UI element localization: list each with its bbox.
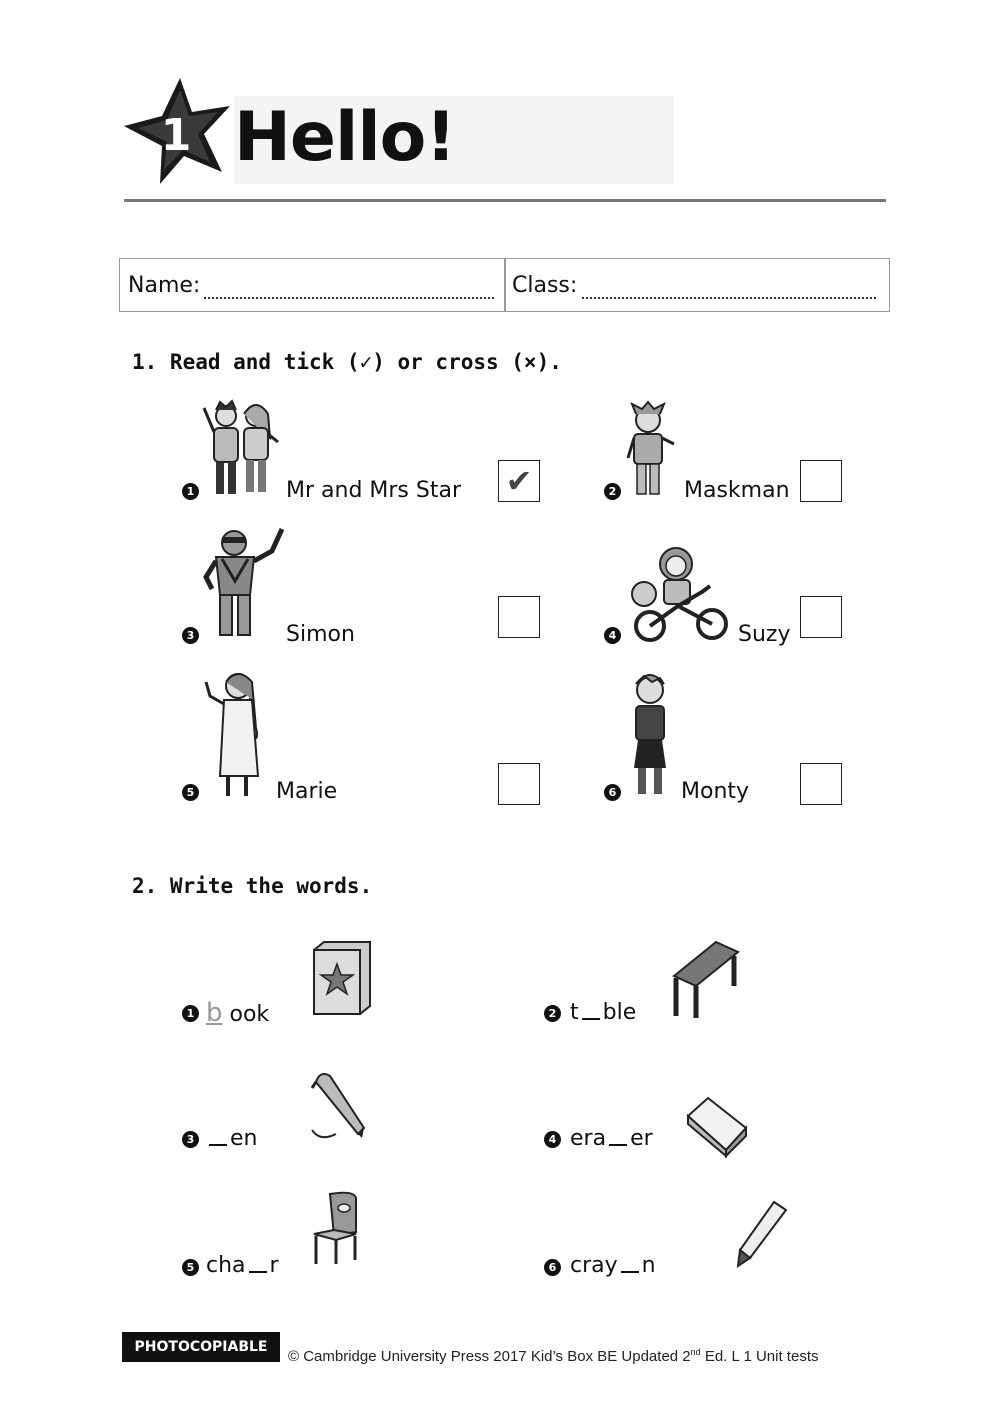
copyright-text-end: Ed. L 1 Unit tests xyxy=(700,1348,819,1365)
answer-box-3[interactable] xyxy=(498,596,540,638)
chair-icon xyxy=(310,1190,362,1266)
mr-and-mrs-star-illustration xyxy=(200,398,282,500)
tick-mark xyxy=(499,597,539,637)
table-icon xyxy=(668,938,740,1020)
item-number: 4 xyxy=(604,627,621,644)
item-number: 6 xyxy=(604,784,621,801)
header-divider xyxy=(124,199,886,202)
page-title-area xyxy=(234,96,674,184)
copyright-notice xyxy=(288,1347,819,1365)
tick-mark: ✔ xyxy=(505,462,533,500)
name-field[interactable] xyxy=(204,297,494,299)
page-title: Hello! xyxy=(234,98,456,177)
answer-box-1[interactable] xyxy=(498,460,540,502)
answer-box-2[interactable] xyxy=(800,460,842,502)
answer-box-5[interactable] xyxy=(498,763,540,805)
simon-superhero-illustration xyxy=(198,525,288,643)
word-ending: ble xyxy=(602,1000,637,1025)
item-number: 3 xyxy=(182,627,199,644)
name-label: Name: xyxy=(128,273,201,298)
letter-gap[interactable] xyxy=(249,1271,267,1273)
pen-icon xyxy=(306,1068,370,1142)
letter-gap[interactable] xyxy=(609,1144,627,1146)
tick-mark xyxy=(499,764,539,804)
answer-box-6[interactable] xyxy=(800,763,842,805)
word-table[interactable] xyxy=(570,1000,636,1025)
word-eraser[interactable] xyxy=(570,1126,653,1151)
item-number: 1 xyxy=(182,1005,199,1022)
word-start: cha xyxy=(206,1253,246,1278)
item-number: 5 xyxy=(182,784,199,801)
word-ending: r xyxy=(269,1253,279,1278)
item-label: Mr and Mrs Star xyxy=(286,478,462,503)
exercise-2-heading: 2. Write the words. xyxy=(132,874,373,898)
student-info-divider xyxy=(504,259,506,311)
item-label: Suzy xyxy=(738,622,791,647)
item-number: 6 xyxy=(544,1259,561,1276)
item-number: 3 xyxy=(182,1131,199,1148)
tick-mark xyxy=(801,597,841,637)
crayon-icon xyxy=(734,1198,792,1270)
tick-mark xyxy=(801,461,841,501)
word-chair[interactable] xyxy=(206,1253,279,1278)
eraser-icon xyxy=(684,1094,750,1160)
suzy-bike-illustration xyxy=(626,542,734,644)
unit-star-icon xyxy=(122,76,232,186)
class-label: Class: xyxy=(512,273,578,298)
book-icon xyxy=(310,940,372,1016)
letter-gap[interactable] xyxy=(582,1018,600,1020)
word-ending: er xyxy=(630,1126,653,1151)
word-ending: n xyxy=(641,1253,656,1278)
item-label: Monty xyxy=(681,779,750,804)
item-number: 2 xyxy=(544,1005,561,1022)
marie-illustration xyxy=(200,668,274,802)
letter-gap[interactable] xyxy=(621,1271,639,1273)
word-ending: ook xyxy=(229,1002,270,1027)
item-number: 1 xyxy=(182,483,199,500)
item-number: 2 xyxy=(604,483,621,500)
sample-letter: b xyxy=(206,998,223,1028)
item-number: 5 xyxy=(182,1259,199,1276)
answer-box-4[interactable] xyxy=(800,596,842,638)
letter-gap[interactable] xyxy=(209,1144,227,1146)
word-crayon[interactable] xyxy=(570,1253,656,1278)
word-start: t xyxy=(570,1000,579,1025)
student-info-box xyxy=(119,258,890,312)
monty-illustration xyxy=(622,670,678,802)
tick-mark xyxy=(801,764,841,804)
item-number: 4 xyxy=(544,1131,561,1148)
word-book[interactable] xyxy=(206,998,269,1028)
item-label: Marie xyxy=(276,779,338,804)
word-start: era xyxy=(570,1126,607,1151)
photocopiable-badge: PHOTOCOPIABLE xyxy=(122,1332,280,1362)
unit-number: 1 xyxy=(160,110,192,161)
word-ending: en xyxy=(230,1126,258,1151)
word-start: cray xyxy=(570,1253,618,1278)
maskman-illustration xyxy=(622,400,678,500)
word-pen[interactable] xyxy=(206,1126,257,1151)
copyright-superscript: nd xyxy=(690,1347,701,1357)
item-label: Maskman xyxy=(684,478,790,503)
item-label: Simon xyxy=(286,622,355,647)
exercise-1-heading: 1. Read and tick (✓) or cross (×). xyxy=(132,350,562,374)
class-field[interactable] xyxy=(582,297,876,299)
copyright-text: © Cambridge University Press 2017 Kid’s Box BE Updated 2 xyxy=(288,1348,691,1365)
